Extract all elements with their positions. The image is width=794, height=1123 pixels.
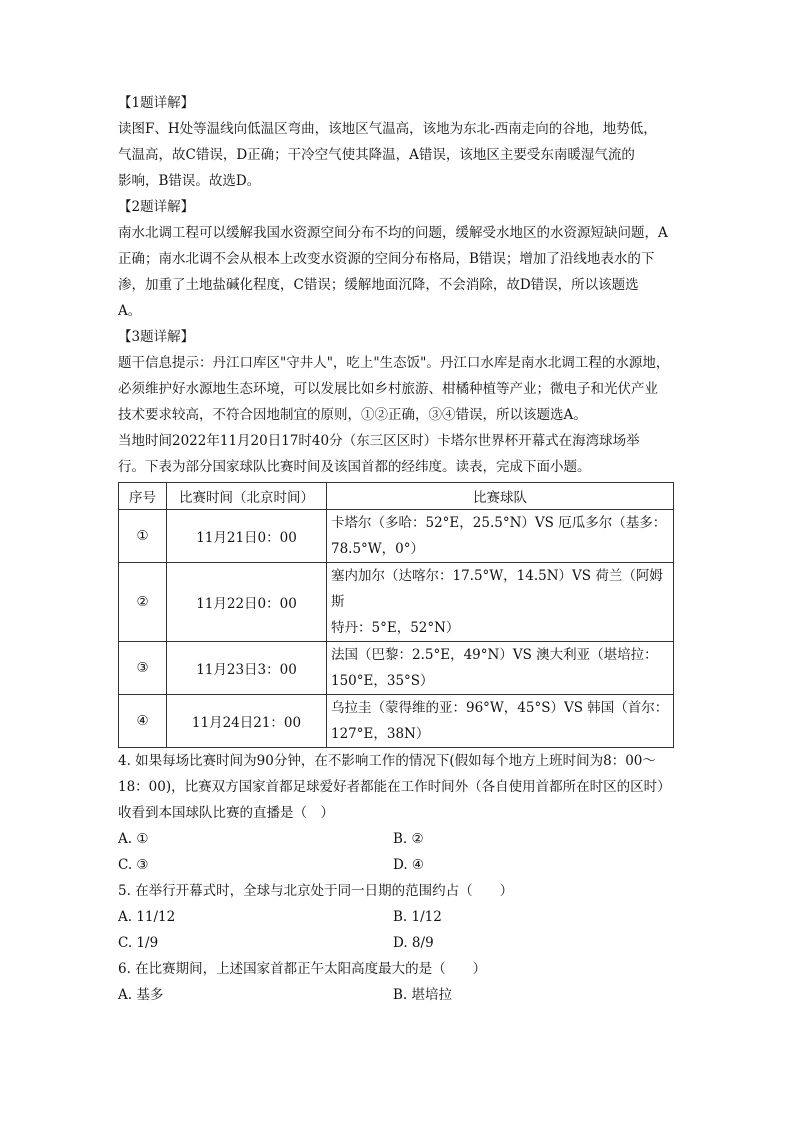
row-number: ① — [119, 510, 167, 563]
question-stem: 收看到本国球队比赛的直播是（ ） — [118, 805, 334, 821]
text-line: 技术要求较高，不符合因地制宜的原则，①②正确，③④错误，所以该题选A。 — [118, 407, 587, 423]
text-line: A。 — [118, 303, 142, 319]
section-heading: 【2题详解】 — [118, 199, 195, 215]
text-line: 行。下表为部分国家球队比赛时间及该国首都的经纬度。读表，完成下面小题。 — [118, 459, 591, 475]
teams-line: 特丹：5°E，52°N） — [331, 620, 460, 636]
option-a: A. ① — [118, 831, 149, 847]
match-teams — [327, 563, 674, 642]
column-header: 比赛时间（北京时间） — [167, 483, 327, 510]
table-row — [119, 563, 674, 642]
question-stem: 5. 在举行开幕式时，全球与北京处于同一日期的范围约占（ ） — [118, 883, 514, 899]
text-line: 必须维护好水源地生态环境，可以发展比如乡村旅游、柑橘种植等产业；微电子和光伏产业 — [118, 381, 658, 397]
options-row — [118, 826, 674, 852]
question-5 — [118, 878, 674, 956]
text-line: 读图F、H处等温线向低温区弯曲，该地区气温高，该地为东北-西南走向的谷地，地势低， — [118, 121, 657, 137]
section-heading: 【1题详解】 — [118, 95, 195, 111]
option-a: A. 基多 — [118, 987, 164, 1003]
row-number: ③ — [119, 642, 167, 695]
section-2 — [118, 194, 674, 324]
question-stem: 4. 如果每场比赛时间为90分钟，在不影响工作的情况下(假如每个地方上班时间为8：00～ — [118, 753, 656, 769]
question-stem: 18：00)，比赛双方国家首都足球爱好者都能在工作时间外（各自使用首都所在时区的区时） — [118, 779, 671, 795]
document-page — [118, 90, 674, 1008]
text-line: 正确；南水北调不会从根本上改变水资源的空间分布格局，B错误；增加了沿线地表水的下 — [118, 251, 655, 267]
question-6 — [118, 956, 674, 1008]
column-header: 比赛球队 — [327, 483, 674, 510]
options-row — [118, 982, 674, 1008]
column-header: 序号 — [119, 483, 167, 510]
options-row — [118, 904, 674, 930]
teams-line: 127°E，38N） — [331, 726, 430, 742]
teams-line: 150°E，35°S） — [331, 673, 434, 689]
match-teams — [327, 642, 674, 695]
options-row — [118, 852, 674, 878]
section-heading: 【3题详解】 — [118, 329, 195, 345]
teams-line: 乌拉圭（蒙得维的亚：96°W，45°S）VS 韩国（首尔： — [331, 700, 669, 716]
options-row — [118, 930, 674, 956]
section-3 — [118, 324, 674, 428]
match-time: 11月23日3：00 — [167, 642, 327, 695]
option-d: D. 8/9 — [393, 935, 434, 951]
teams-line: 78.5°W，0°） — [331, 541, 425, 557]
table-row — [119, 510, 674, 563]
match-time: 11月21日0：00 — [167, 510, 327, 563]
text-line: 南水北调工程可以缓解我国水资源空间分布不均的问题，缓解受水地区的水资源短缺问题，A — [118, 225, 668, 241]
row-number: ② — [119, 563, 167, 642]
question-4 — [118, 748, 674, 878]
question-stem: 6. 在比赛期间，上述国家首都正午太阳高度最大的是（ ） — [118, 961, 487, 977]
option-b: B. 堪培拉 — [393, 987, 453, 1003]
text-line: 影响，B错误。故选D。 — [118, 173, 261, 189]
option-d: D. ④ — [393, 857, 425, 873]
teams-line: 塞内加尔（达喀尔：17.5°W，14.5N）VS 荷兰（阿姆斯 — [331, 568, 663, 610]
teams-line: 法国（巴黎：2.5°E，49°N）VS 澳大利亚（堪培拉： — [331, 647, 658, 663]
option-c: C. 1/9 — [118, 935, 159, 951]
text-line: 渗，加重了土地盐碱化程度，C错误；缓解地面沉降，不会消除，故D错误，所以该题选 — [118, 277, 639, 293]
match-teams — [327, 695, 674, 748]
option-b: B. ② — [393, 831, 424, 847]
passage-intro — [118, 428, 674, 480]
text-line: 气温高，故C错误，D正确；干冷空气使其降温，A错误，该地区主要受东南暖湿气流的 — [118, 147, 635, 163]
table-header-row — [119, 483, 674, 510]
section-1 — [118, 90, 674, 194]
table-row — [119, 695, 674, 748]
match-time: 11月22日0：00 — [167, 563, 327, 642]
match-teams — [327, 510, 674, 563]
teams-line: 卡塔尔（多哈：52°E，25.5°N）VS 厄瓜多尔（基多： — [331, 515, 667, 531]
text-line: 当地时间2022年11月20日17时40分（东三区区时）卡塔尔世界杯开幕式在海湾球场举 — [118, 433, 640, 449]
option-c: C. ③ — [118, 857, 149, 873]
option-a: A. 11/12 — [118, 909, 176, 925]
row-number: ④ — [119, 695, 167, 748]
option-b: B. 1/12 — [393, 909, 442, 925]
match-time: 11月24日21：00 — [167, 695, 327, 748]
text-line: 题干信息提示：丹江口库区"守井人"，吃上"生态饭"。丹江口水库是南水北调工程的水源地， — [118, 355, 670, 371]
table-row — [119, 642, 674, 695]
match-schedule-table — [118, 482, 674, 748]
